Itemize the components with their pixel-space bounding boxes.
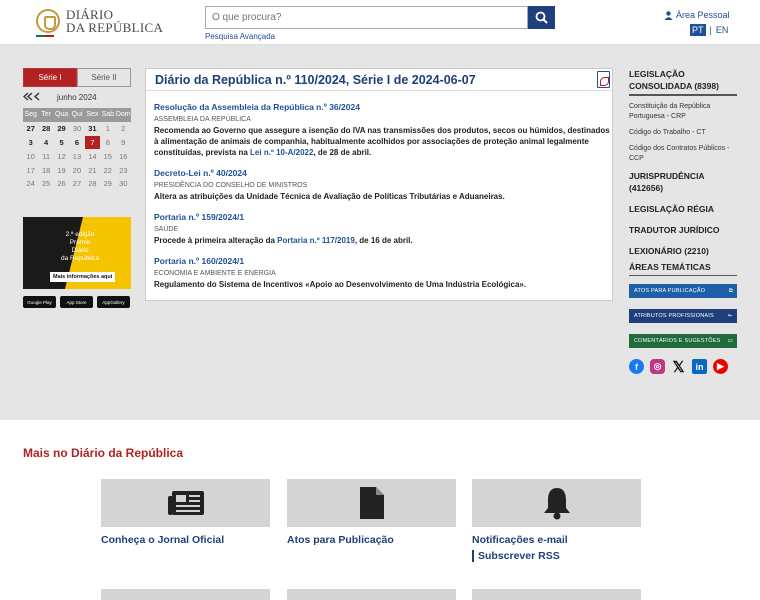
atos-publicacao-label: ATOS PARA PUBLICAÇÃO bbox=[634, 288, 706, 294]
sidebar-rule bbox=[629, 275, 737, 276]
calendar-day[interactable]: 10 bbox=[26, 151, 35, 161]
calendar-day[interactable]: 25 bbox=[41, 179, 51, 189]
app-store-badges bbox=[23, 296, 130, 308]
logo-line1: DIÁRIO bbox=[66, 7, 114, 22]
google-play-badge[interactable]: Google Play bbox=[23, 296, 56, 308]
promo-line2: Prémio bbox=[69, 239, 91, 246]
tab-serie-1[interactable]: Série I bbox=[23, 68, 77, 87]
entry-desc-link[interactable]: Lei n.º 10-A/2022 bbox=[250, 148, 314, 157]
ct-link[interactable]: Código do Trabalho - CT bbox=[629, 129, 706, 136]
calendar-day[interactable]: 2 bbox=[121, 124, 126, 134]
calendar-day[interactable]: 8 bbox=[105, 137, 110, 147]
calendar-day[interactable]: 27 bbox=[72, 179, 82, 189]
calendar-day[interactable]: 15 bbox=[103, 151, 112, 161]
entry-org: ECONOMIA E AMBIENTE E ENERGIA bbox=[154, 270, 276, 277]
issue-entry bbox=[154, 251, 610, 290]
calendar-day[interactable]: 23 bbox=[119, 165, 128, 175]
calendar-week bbox=[23, 122, 131, 136]
entry-desc-text: Regulamento do Sistema de Incentivos «Apoio ao Desenvolvimento de Uma Indústria Ecológica». bbox=[154, 280, 527, 289]
promo-text bbox=[50, 231, 110, 263]
calendar-header bbox=[23, 92, 131, 104]
entry-desc bbox=[154, 125, 610, 158]
area-pessoal-link[interactable] bbox=[664, 10, 730, 20]
calendar-month: junho 2024 bbox=[57, 93, 97, 102]
entry-title[interactable]: Portaria n.º 159/2024/1 bbox=[154, 212, 245, 222]
entry-title[interactable]: Decreto-Lei n.º 40/2024 bbox=[154, 168, 247, 178]
promo-line4: da República bbox=[61, 255, 99, 262]
entry-org: SAÚDE bbox=[154, 226, 179, 233]
calendar-day[interactable]: 29 bbox=[103, 179, 112, 189]
issue-title[interactable]: Diário da República n.º 110/2024, Série I de 2024-06-07 bbox=[155, 73, 476, 87]
user-icon bbox=[664, 11, 673, 20]
calendar-week bbox=[23, 177, 131, 191]
calendar-day[interactable]: 22 bbox=[103, 165, 112, 175]
sidebar-rule bbox=[629, 94, 737, 96]
atos-publicacao-link[interactable]: Atos para Publicação bbox=[287, 534, 394, 546]
ccp-link[interactable]: Código dos Contratos Públicos - CCP bbox=[629, 145, 730, 162]
calendar-day[interactable]: 18 bbox=[41, 165, 51, 175]
bell-icon bbox=[542, 486, 572, 520]
serie-tabs bbox=[23, 68, 131, 87]
entry-desc bbox=[154, 235, 610, 246]
youtube-icon[interactable]: ▶ bbox=[713, 359, 728, 374]
calendar-grid bbox=[23, 108, 131, 191]
search-button[interactable] bbox=[528, 6, 555, 29]
entry-desc-text: Altera as atribuições da Unidade Técnica de Avaliação de Políticas Tributárias e Aduaneiras. bbox=[154, 192, 505, 201]
search-icon bbox=[535, 11, 548, 24]
areas-tematicas-link[interactable]: ÁREAS TEMÁTICAS bbox=[629, 262, 711, 272]
calendar-week bbox=[23, 136, 131, 150]
logo-line2: DA REPÚBLICA bbox=[66, 20, 164, 35]
calendar-day[interactable]: 5 bbox=[59, 137, 64, 147]
external-icon: ⧉ bbox=[728, 287, 733, 294]
dow-cell: Sab bbox=[100, 108, 115, 122]
calendar-day[interactable]: 24 bbox=[26, 179, 35, 189]
dow-cell: Qua bbox=[54, 108, 69, 122]
lower-card[interactable] bbox=[287, 589, 456, 600]
newspaper-icon bbox=[167, 490, 205, 516]
search-input[interactable] bbox=[205, 6, 528, 29]
comentarios-sugestoes-button[interactable] bbox=[629, 334, 737, 348]
calendar-day-selected[interactable]: 7 bbox=[85, 136, 100, 150]
instagram-icon[interactable]: ◎ bbox=[650, 359, 665, 374]
tab-serie-2[interactable]: Série II bbox=[77, 68, 131, 87]
promo-line3: Diário bbox=[71, 247, 89, 254]
issue-entries bbox=[154, 97, 610, 295]
dow-cell: Qui bbox=[69, 108, 84, 122]
calendar-day[interactable]: 20 bbox=[72, 165, 82, 175]
lang-separator: | bbox=[709, 25, 712, 35]
lower-card[interactable] bbox=[472, 589, 641, 600]
more-section-title: Mais no Diário da República bbox=[23, 446, 184, 460]
calendar-day[interactable]: 9 bbox=[121, 137, 126, 147]
entry-org: PRESIDÊNCIA DO CONSELHO DE MINISTROS bbox=[154, 182, 308, 189]
entry-desc-tail: , de 16 de abril. bbox=[354, 236, 413, 245]
calendar-day[interactable]: 12 bbox=[57, 151, 66, 161]
dow-cell: Sex bbox=[85, 108, 100, 122]
entry-desc-link[interactable]: Portaria n.º 117/2019 bbox=[277, 236, 355, 245]
lower-card[interactable] bbox=[101, 589, 270, 600]
area-pessoal-label: Área Pessoal bbox=[676, 10, 730, 20]
right-sidebar bbox=[629, 68, 737, 374]
crp-link[interactable]: Constituição da República Portuguesa - CRP bbox=[629, 103, 711, 120]
atributos-profissionais-label: ATRIBUTOS PROFISSIONAIS bbox=[634, 313, 714, 319]
subscrever-rss-link[interactable]: Subscrever RSS bbox=[472, 550, 560, 562]
language-switch bbox=[690, 24, 728, 36]
jornal-oficial-card[interactable] bbox=[101, 479, 270, 527]
seal-icon bbox=[36, 9, 60, 33]
entry-title[interactable]: Resolução da Assembleia da República n.º 36/2024 bbox=[154, 102, 360, 112]
comentarios-sugestoes-label: COMENTÁRIOS E SUGESTÕES bbox=[634, 338, 721, 344]
pdf-icon[interactable] bbox=[597, 71, 610, 88]
dow-cell: Dom bbox=[116, 108, 131, 122]
atos-publicacao-card[interactable] bbox=[287, 479, 456, 527]
jurisprudencia-link[interactable]: JURISPRUDÊNCIA (412656) bbox=[629, 171, 705, 193]
chat-icon: ▭ bbox=[727, 338, 733, 344]
entry-desc-text: Procede à primeira alteração da bbox=[154, 236, 278, 245]
issue-entry bbox=[154, 207, 610, 246]
atos-publicacao-button[interactable] bbox=[629, 284, 737, 298]
calendar-day[interactable]: 1 bbox=[105, 124, 110, 134]
flag-stripe bbox=[36, 35, 54, 37]
app-store-badge[interactable]: App Store bbox=[60, 296, 93, 308]
promo-line1: 2.ª edição bbox=[65, 231, 95, 238]
promo-banner[interactable] bbox=[23, 217, 131, 289]
calendar-day[interactable]: 19 bbox=[57, 165, 66, 175]
calendar-day[interactable]: 29 bbox=[57, 124, 66, 134]
notificacoes-card[interactable] bbox=[472, 479, 641, 527]
lang-en-button[interactable]: EN bbox=[715, 25, 729, 35]
login-icon: ⇤ bbox=[728, 313, 733, 319]
calendar-day[interactable]: 21 bbox=[88, 165, 97, 175]
calendar-week bbox=[23, 163, 131, 177]
calendar-day[interactable]: 28 bbox=[41, 124, 51, 134]
entry-desc-text: Recomenda ao Governo que assegure a isenção do IVA nas transmissões dos produtos, secos ou húmidos, destinados à alimentação de animais de companhia, habitualmente acolhidos por associações de proteção animal legalmente constituídas, prevista na bbox=[154, 126, 610, 157]
facebook-icon[interactable]: f bbox=[629, 359, 644, 374]
calendar-day[interactable]: 13 bbox=[72, 151, 82, 161]
calendar-day[interactable]: 14 bbox=[88, 151, 97, 161]
calendar-prev-year-button[interactable] bbox=[23, 92, 43, 104]
legislacao-consolidada-link[interactable]: LEGISLAÇÃO CONSOLIDADA (8398) bbox=[629, 69, 719, 91]
dow-cell: Ter bbox=[38, 108, 53, 122]
calendar-day[interactable]: 17 bbox=[26, 165, 35, 175]
dr-issue-panel bbox=[145, 68, 613, 301]
calendar-dow-row bbox=[23, 108, 131, 122]
calendar-day[interactable]: 11 bbox=[42, 151, 51, 161]
entry-org: ASSEMBLEIA DA REPÚBLICA bbox=[154, 116, 251, 123]
x-icon[interactable]: 𝕏 bbox=[672, 358, 685, 376]
tradutor-juridico-link[interactable]: TRADUTOR JURÍDICO bbox=[629, 225, 720, 235]
entry-desc bbox=[154, 279, 610, 290]
lexionario-link[interactable]: LEXIONÁRIO (2210) bbox=[629, 246, 709, 256]
document-icon bbox=[359, 486, 385, 520]
issue-entry bbox=[154, 97, 610, 158]
atributos-profissionais-button[interactable] bbox=[629, 309, 737, 323]
legislacao-regia-link[interactable]: LEGISLAÇÃO RÉGIA bbox=[629, 204, 715, 214]
social-links bbox=[629, 359, 737, 374]
panel-divider bbox=[146, 90, 612, 91]
appgallery-badge[interactable]: AppGallery bbox=[97, 296, 130, 308]
calendar-day[interactable]: 30 bbox=[72, 124, 82, 134]
entry-title[interactable]: Portaria n.º 160/2024/1 bbox=[154, 256, 245, 266]
calendar-day[interactable]: 3 bbox=[28, 137, 33, 147]
header bbox=[0, 0, 760, 45]
entry-desc bbox=[154, 191, 610, 202]
lang-pt-button[interactable]: PT bbox=[692, 25, 704, 35]
dow-cell: Seg bbox=[23, 108, 38, 122]
calendar-day[interactable]: 31 bbox=[88, 124, 97, 134]
issue-entry bbox=[154, 163, 610, 202]
entry-desc-tail: , de 28 de abril. bbox=[313, 148, 372, 157]
logo-text bbox=[66, 8, 163, 34]
advanced-search-link[interactable]: Pesquisa Avançada bbox=[205, 32, 276, 41]
calendar-day[interactable]: 16 bbox=[119, 151, 128, 161]
double-chevron-left-icon bbox=[23, 92, 43, 101]
calendar-day[interactable]: 6 bbox=[74, 137, 80, 147]
linkedin-icon[interactable]: in bbox=[692, 359, 707, 374]
calendar-day[interactable]: 30 bbox=[119, 179, 128, 189]
calendar-day[interactable]: 28 bbox=[88, 179, 97, 189]
notificacoes-link[interactable]: Notificações e-mail bbox=[472, 534, 568, 546]
jornal-oficial-link[interactable]: Conheça o Jornal Oficial bbox=[101, 534, 225, 546]
site-logo[interactable] bbox=[36, 8, 163, 34]
promo-more-button[interactable]: Mais informações aqui bbox=[50, 272, 115, 282]
calendar-week bbox=[23, 149, 131, 163]
calendar-day[interactable]: 4 bbox=[44, 137, 49, 147]
calendar-day[interactable]: 27 bbox=[26, 124, 35, 134]
calendar-day[interactable]: 26 bbox=[57, 179, 66, 189]
